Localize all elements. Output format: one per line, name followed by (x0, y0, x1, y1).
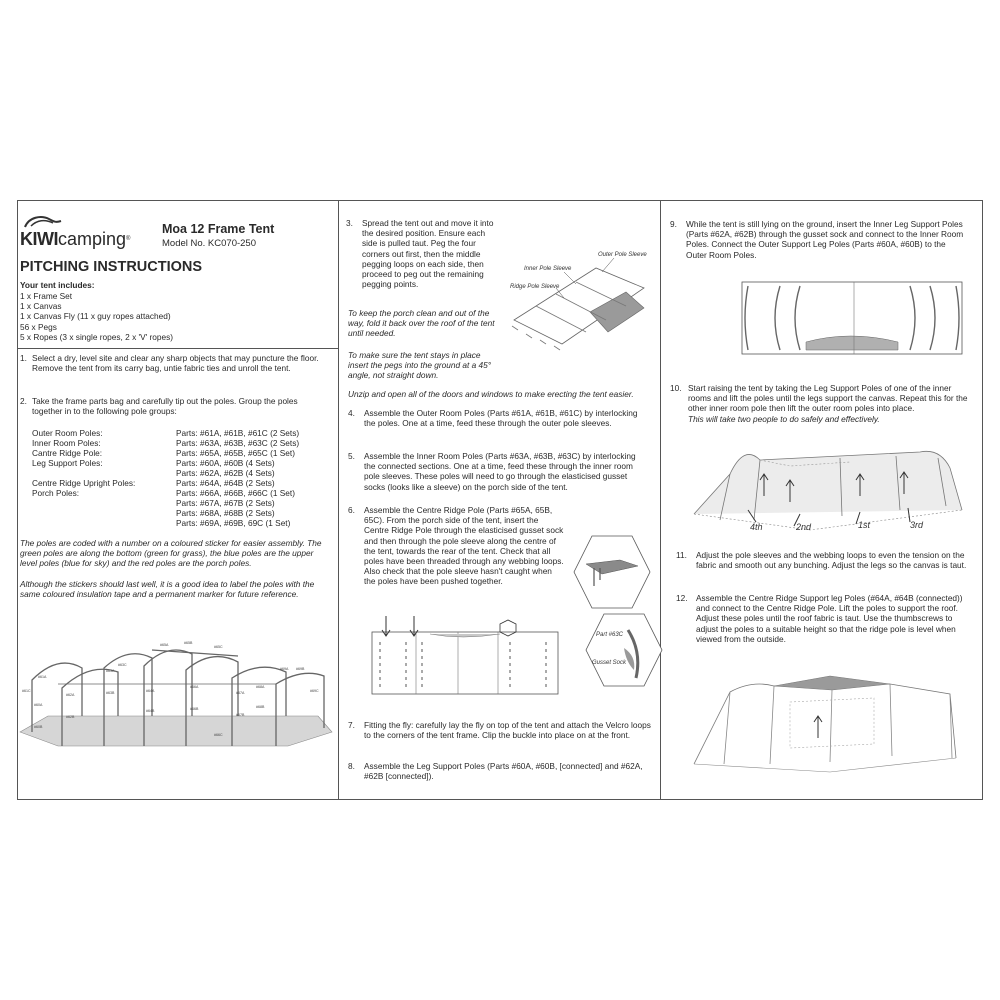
pole-group-parts: Parts: #64A, #64B (2 Sets) (176, 478, 275, 488)
list-item: 5 x Ropes (3 x single ropes, 2 x 'V' ropes) (20, 331, 174, 342)
model-number: Model No. KC070-250 (162, 238, 256, 249)
pole-group-parts: Parts: #65A, #65B, #65C (1 Set) (176, 448, 295, 458)
detail-frame (586, 614, 662, 686)
step-number: 2. (20, 396, 27, 406)
pole-coding-note: The poles are coded with a number on a coloured sticker for easier assembly. The green poles are along the bottom (green for grass), the blue poles are the upper level poles (blue for sky) and the red poles are the porch poles. (20, 538, 322, 569)
safety-note: This will take two people to do safely and effectively. (688, 414, 880, 424)
peg-note: To make sure the tent stays in place insert the pegs into the ground at a 45° angle, not straight down. (348, 350, 492, 381)
pole-group-name: Centre Ridge Upright Poles: (32, 478, 136, 488)
step-11-text: Adjust the pole sleeves and the webbing loops to even the tension on the fabric and smooth out any bunching. Adjust the legs so the canvas is taut. (696, 550, 967, 571)
roof-fabric (774, 676, 890, 690)
part-label: #62A (66, 693, 75, 697)
step-1-text: Select a dry, level site and clear any sharp objects that may puncture the floor. Remove the tent from its carry bag, untie fabric ties and unroll the tent. (32, 353, 319, 374)
part-label: #68B (256, 705, 265, 709)
product-title: Moa 12 Frame Tent (162, 222, 275, 236)
sleeve-line (536, 306, 586, 332)
inner-room (790, 698, 874, 748)
column-divider (660, 200, 661, 800)
unzip-note: Unzip and open all of the doors and windows to make erecting the tent easier. (348, 389, 634, 399)
pole-group-name: Cantre Ridge Pole: (32, 448, 103, 458)
peg (526, 334, 532, 338)
step-5-text: Assemble the Inner Room Poles (Parts #63A, #63B, #63C) by interlocking the connected sections. One at a time, feed these through the inner room pole sleeves. These poles will need to go through the elasticised gusset socks (looks like a sleeve) on the porch side of the tent. (364, 451, 636, 492)
ridge-support-diagram (690, 672, 960, 782)
pole-group-parts: Parts: #60A, #60B (4 Sets) (176, 458, 275, 468)
step-7-text: Fitting the fly: carefully lay the fly on top of the tent and attach the Velcro loops to the corners of the tent frame. Clip the buckle into place on at the front. (364, 720, 651, 741)
part-label: #69C (310, 689, 319, 693)
step-12-text: Assemble the Centre Ridge Support leg Poles (#64A, #64B (connected)) and connect to the Centre Ridge Pole. Lift the poles to support the roof. Adjust these poles until the roof fabric is taut. Use the thumbscrews to adjust the poles to a suitable height so that the ridge pole is level when viewed from the outside. (696, 593, 963, 644)
part-label: #69B (296, 667, 305, 671)
step-6-text: Assemble the Centre Ridge Pole (Parts #65A, 65B, 65C). From the porch side of the tent, insert the Centre Ridge Pole through the elasticised gusset sock and then through the pole sleeve along the centre of the tent, towards the rear of the tent. Check that all poles have been threaded through any webbing loops. Also check that the pole sleeve hasn't caught when the poles have been pushed together. (364, 505, 564, 587)
order-label: 2nd (796, 522, 812, 532)
ridge-pole (152, 650, 238, 656)
part-label: #64A (146, 689, 155, 693)
sticker-note: Although the stickers should last well, it is a good idea to label the poles with the same coloured insulation tape and a permanent marker for future reference. (20, 579, 315, 600)
pole-group-parts: Parts: #63A, #63B, #63C (2 Sets) (176, 438, 300, 448)
part-label: #63C (118, 663, 127, 667)
peg (512, 326, 518, 330)
step-8-text: Assemble the Leg Support Poles (Parts #60A, #60B, [connected] and #62A, #62B [connected]). (364, 761, 643, 782)
step-number: 4. (348, 408, 355, 418)
step-number: 11. (676, 550, 687, 560)
header-divider (17, 348, 338, 349)
step-number: 12. (676, 593, 688, 603)
trademark: ® (126, 236, 131, 242)
part-label: #66C (214, 733, 223, 737)
part-label: #60A (34, 703, 43, 707)
part-label: #62B (66, 715, 75, 719)
callout-label: Ridge Pole Sleeve (510, 284, 560, 290)
tent-frame-diagram (18, 632, 338, 762)
porch-note: To keep the porch clean and out of the way, fold it back over the roof of the tent until needed. (348, 308, 495, 339)
part-label: #65A (160, 643, 169, 647)
step-2-text: Take the frame parts bag and carefully tip out the poles. Group the poles together in to the following pole groups: (32, 396, 298, 417)
tent-outline (372, 632, 558, 694)
flat-tent-diagram (370, 622, 570, 698)
step-number: 5. (348, 451, 355, 461)
column-divider (338, 200, 339, 800)
includes-list (20, 291, 320, 342)
peg (554, 346, 560, 350)
step-number: 10. (670, 383, 682, 393)
part-label: #60B (34, 725, 43, 729)
pole-group-name: Leg Support Poles: (32, 458, 103, 468)
pole-group-name: Porch Poles: (32, 488, 80, 498)
pole-group-parts: Parts: #67A, #67B (2 Sets) (176, 498, 275, 508)
tent-floor (20, 716, 332, 746)
callout-label: Gusset Sock (592, 660, 627, 666)
sleeve-diagram (506, 248, 656, 368)
pole-group-parts: Parts: #69A, #69B, 69C (1 Set) (176, 518, 291, 528)
part-label: #67A (236, 691, 245, 695)
kiwi-bird-icon (23, 215, 63, 229)
callout-label: Inner Pole Sleeve (524, 266, 572, 272)
gusset-detail-top (572, 534, 652, 610)
frame-pole (724, 684, 952, 764)
step-10-text: Start raising the tent by taking the Leg Support Poles of one of the inner rooms and lift the poles until the legs support the canvas. Repeat this for the other inner room pole then lift the outer room poles into place. (688, 383, 968, 414)
list-item: 1 x Canvas Fly (11 x guy ropes attached) (20, 311, 171, 322)
order-label: 4th (750, 522, 763, 532)
part-label: #67B (236, 713, 245, 717)
part-label: #66A (190, 685, 199, 689)
pole-group-parts: Parts: #68A, #68B (2 Sets) (176, 508, 275, 518)
list-item: 1 x Frame Set (20, 291, 73, 301)
step-4-text: Assemble the Outer Room Poles (Parts #61A, #61B, #61C) by interlocking the poles. One at a time, feed these through the outer pole sleeves. (364, 408, 638, 429)
part-label: #64B (146, 709, 155, 713)
part-label: #63B (106, 691, 115, 695)
pole-group-parts: Parts: #66A, #66B, #66C (1 Set) (176, 488, 295, 498)
list-item: 56 x Pegs (20, 321, 57, 332)
sleeve-line (576, 282, 626, 306)
pole-group-parts: Parts: #62A, #62B (4 Sets) (176, 468, 275, 478)
page-title: PITCHING INSTRUCTIONS (20, 259, 203, 275)
order-label: 3rd (910, 520, 924, 530)
leader-line (564, 272, 576, 284)
pole-group-parts: Parts: #61A, #61B, #61C (2 Sets) (176, 428, 300, 438)
callout-label: Outer Pole Sleeve (598, 252, 647, 258)
step-number: 8. (348, 761, 355, 771)
folded-porch (590, 292, 644, 332)
step-number: 6. (348, 505, 355, 515)
brand-name: camping (58, 229, 127, 249)
callout-label: Part #63C (596, 632, 624, 638)
part-label: #68A (256, 685, 265, 689)
order-label: 1st (858, 520, 871, 530)
part-label: #61A (38, 675, 47, 679)
part-label: #69A (280, 667, 289, 671)
leader-line (602, 258, 614, 272)
ground-line (694, 758, 956, 772)
brand-name-bold: KIWI (20, 229, 58, 249)
includes-title: Your tent includes: (20, 280, 95, 290)
arrow-icon (814, 716, 822, 738)
part-label: #65B (184, 641, 193, 645)
step-3-text: Spread the tent out and move it into the desired position. Ensure each side is pulled taut. Peg the four corners out first, then the middle pegging loops on each side, then proceed to peg out the remaining pegging points. (362, 218, 494, 290)
part-label: #65C (214, 645, 223, 649)
pole-group-name: Outer Room Poles: (32, 428, 103, 438)
pole-group-name: Inner Room Poles: (32, 438, 101, 448)
tent-outline (694, 451, 962, 514)
raising-tent-diagram (690, 440, 966, 544)
leg-pole-diagram (740, 276, 966, 358)
step-number: 3. (346, 218, 353, 228)
part-label: #63A (106, 669, 115, 673)
step-number: 7. (348, 720, 355, 730)
part-label: #61C (22, 689, 31, 693)
part-label: #66B (190, 707, 199, 711)
step-number: 9. (670, 219, 677, 229)
tent-outline (694, 684, 956, 764)
gusset-detail-bottom (584, 612, 664, 688)
step-9-text: While the tent is still lying on the ground, insert the Inner Leg Support Poles (Parts #62A, #62B) through the gusset sock and connect to the Inner Room Poles. Connect the Outer Support Leg Poles (Parts #60A, #60B) to the Outer Room Poles. (686, 219, 964, 260)
list-item: 1 x Canvas (20, 301, 62, 312)
peg (540, 340, 546, 344)
step-number: 1. (20, 353, 27, 363)
